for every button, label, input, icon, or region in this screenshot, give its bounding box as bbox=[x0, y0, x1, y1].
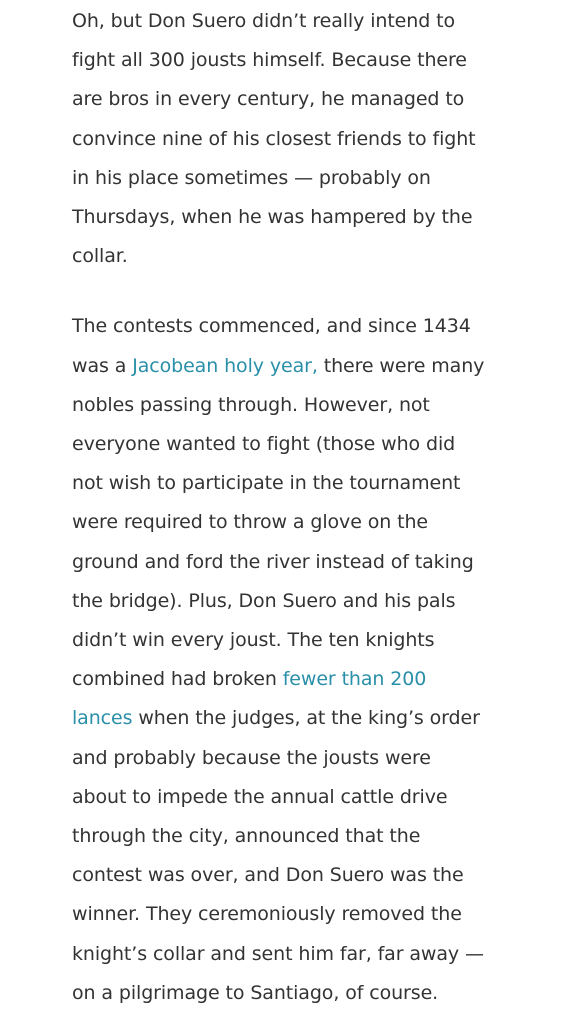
article-body bbox=[72, 2, 500, 1013]
text-line: Thursdays, when he was hampered by the bbox=[72, 206, 473, 229]
text-line bbox=[72, 347, 500, 386]
text-line: everyone wanted to fight (those who did bbox=[72, 433, 456, 456]
text-line: are bros in every century, he managed to bbox=[72, 88, 465, 111]
text-segment: when the judges, at the king’s order bbox=[132, 707, 480, 730]
text-line: were required to throw a glove on the bbox=[72, 511, 429, 534]
text-line: about to impede the annual cattle drive bbox=[72, 785, 448, 808]
text-line: Oh, but Don Suero didn’t really intend to bbox=[72, 10, 455, 32]
text-line: nobles passing through. However, not bbox=[72, 393, 430, 416]
text-line: not wish to participate in the tournament bbox=[72, 472, 461, 495]
text-line: ground and ford the river instead of taking bbox=[72, 550, 474, 573]
text-line bbox=[72, 660, 500, 699]
text-line: knight’s collar and sent him far, far away — bbox=[72, 942, 484, 965]
text-line: in his place sometimes — probably on bbox=[72, 166, 431, 189]
text-line: winner. They ceremoniously removed the bbox=[72, 903, 462, 926]
text-line: convince nine of his closest friends to fight bbox=[72, 127, 476, 150]
text-line bbox=[72, 699, 500, 738]
text-line: on a pilgrimage to Santiago, of course. bbox=[72, 981, 439, 1004]
text-segment: combined had broken bbox=[72, 668, 283, 691]
text-line: The contests commenced, and since 1434 bbox=[72, 315, 471, 338]
paragraph-1 bbox=[72, 2, 500, 276]
jacobean-holy-year-link[interactable]: Jacobean holy year, bbox=[132, 354, 318, 377]
text-segment: was a bbox=[72, 354, 133, 377]
text-line: contest was over, and Don Suero was the bbox=[72, 864, 464, 887]
fewer-than-200-lances-link-continued[interactable]: lances bbox=[72, 707, 133, 730]
fewer-than-200-lances-link[interactable]: fewer than 200 bbox=[282, 668, 427, 691]
text-line: fight all 300 jousts himself. Because there bbox=[72, 49, 467, 72]
text-line: and probably because the jousts were bbox=[72, 746, 431, 769]
text-line: collar. bbox=[72, 245, 128, 268]
text-line: the bridge). Plus, Don Suero and his pals bbox=[72, 589, 456, 612]
text-line: through the city, announced that the bbox=[72, 825, 421, 848]
text-line: didn’t win every joust. The ten knights bbox=[72, 629, 435, 652]
text-segment: there were many bbox=[317, 354, 485, 377]
paragraph-2 bbox=[72, 307, 500, 1013]
